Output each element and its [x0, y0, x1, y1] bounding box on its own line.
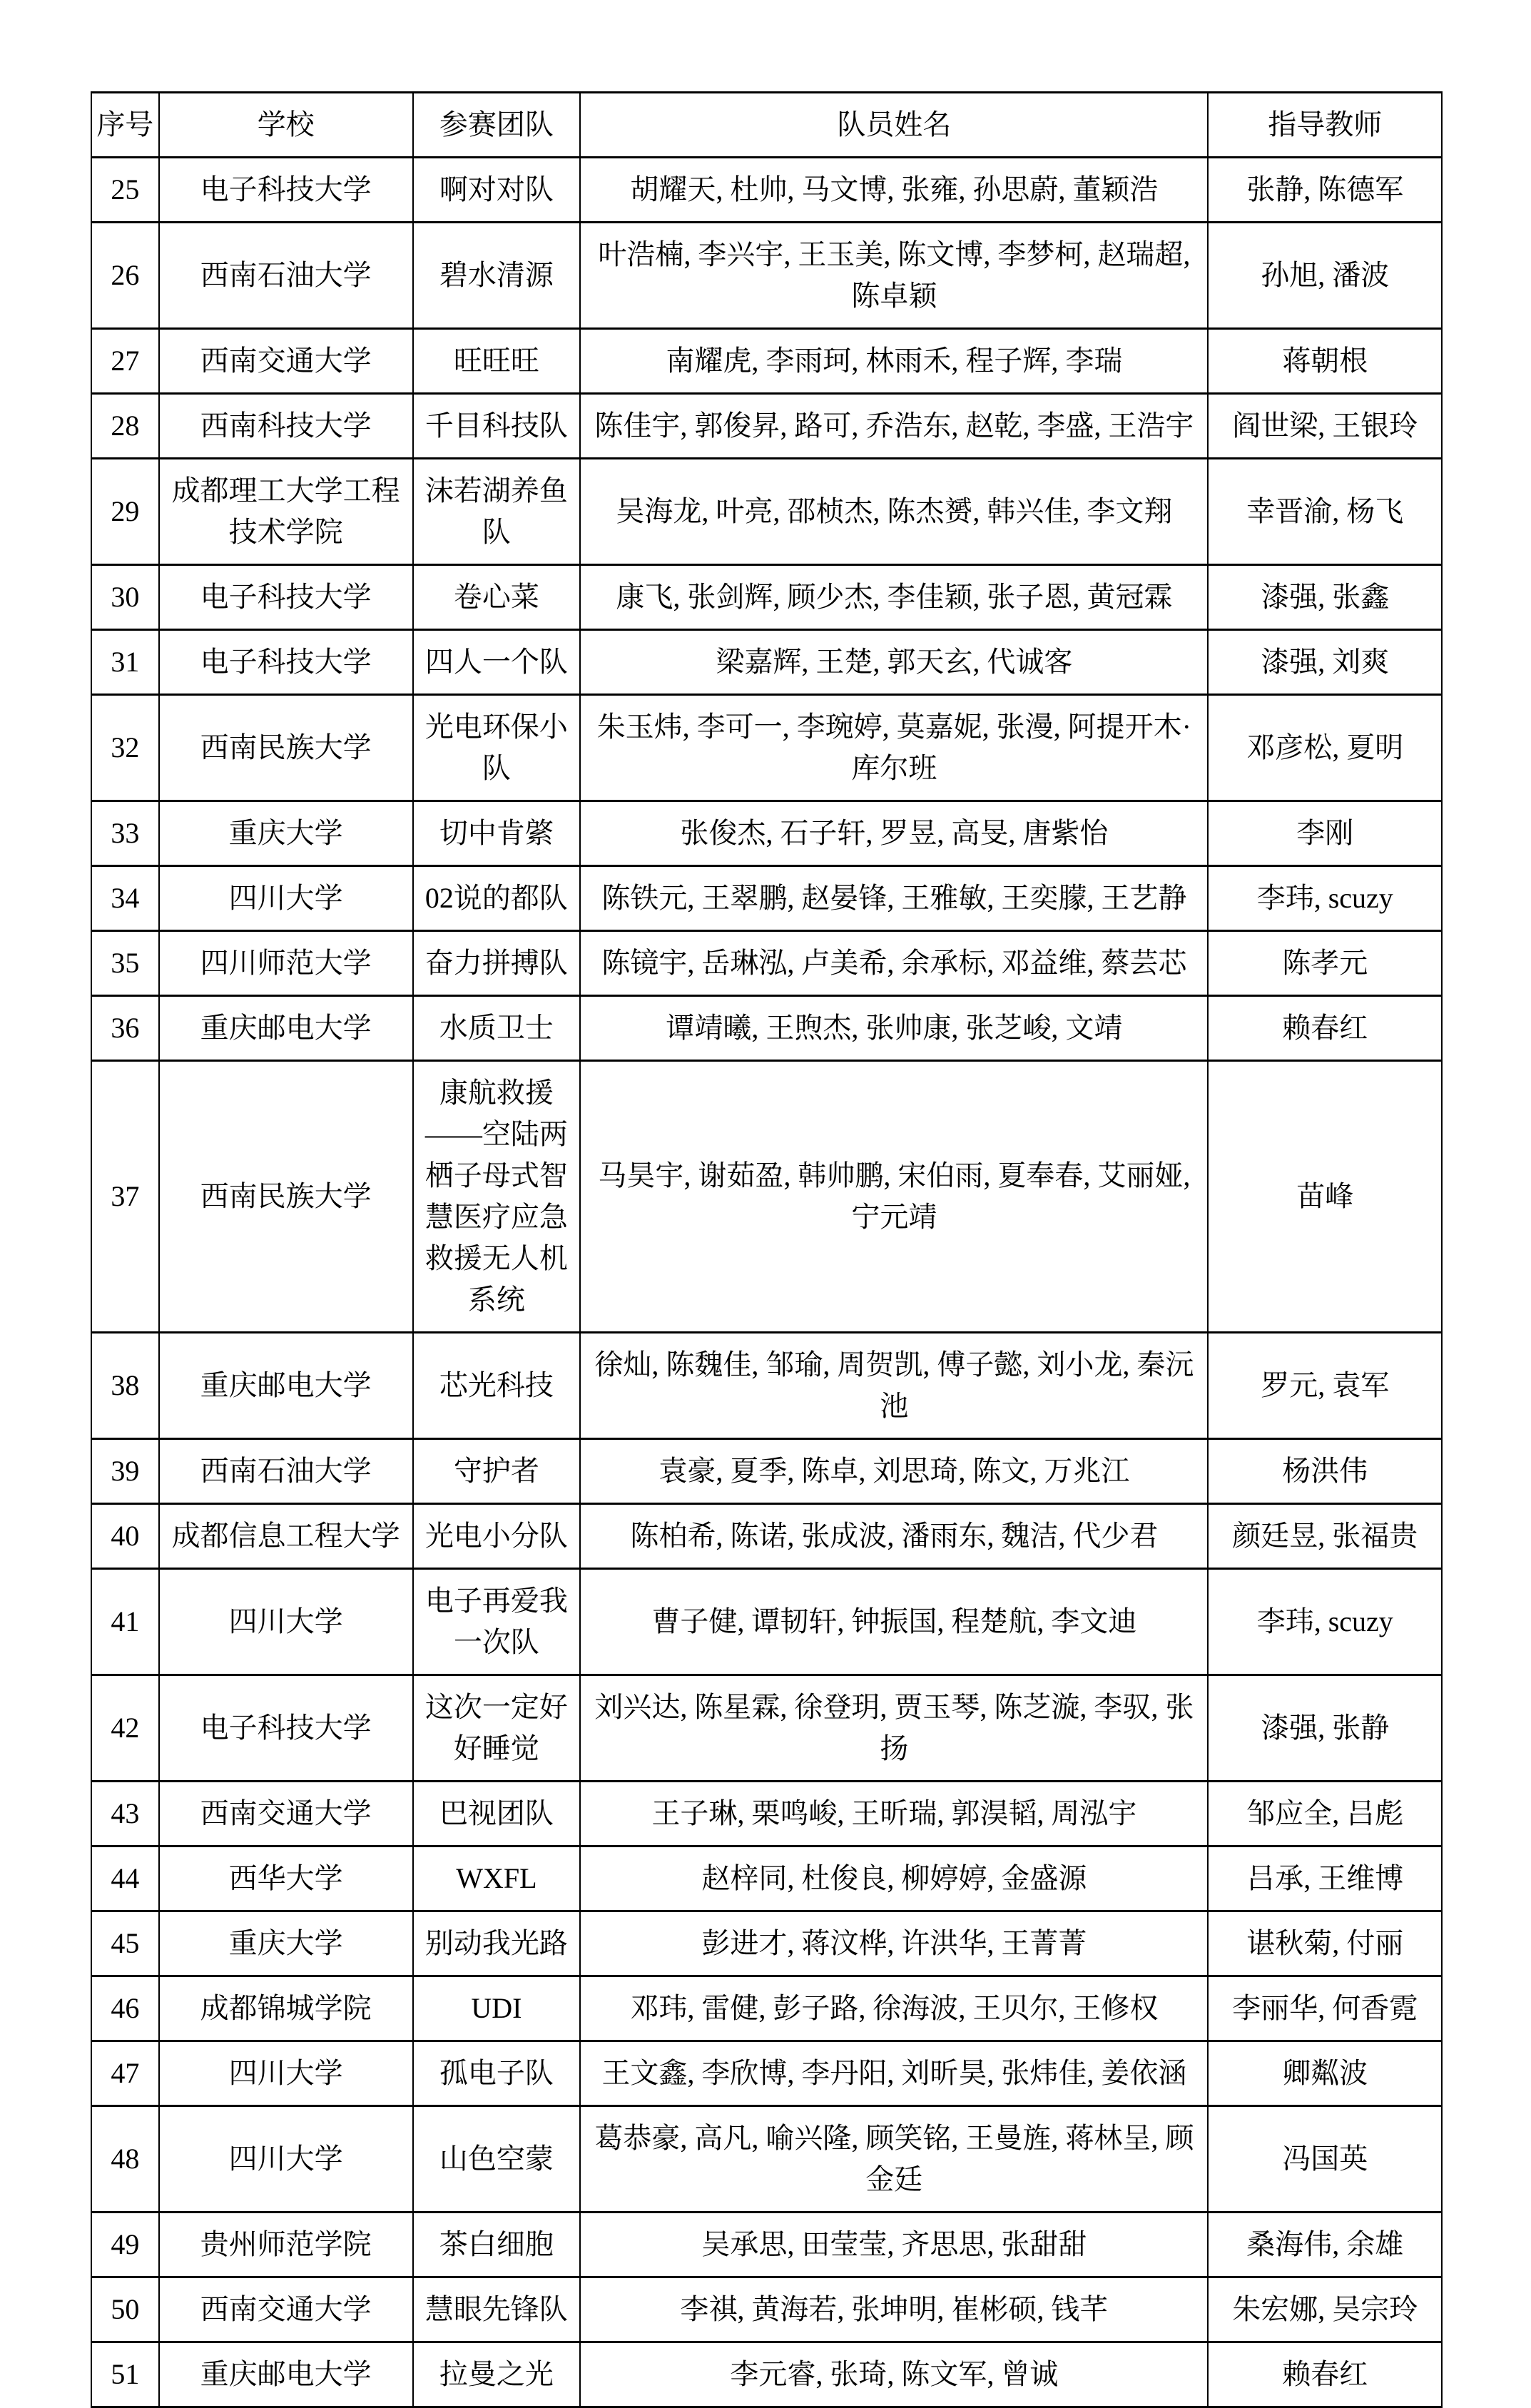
cell-teachers: 邓彦松, 夏明 — [1208, 695, 1442, 801]
cell-members: 吴承思, 田莹莹, 齐思思, 张甜甜 — [580, 2213, 1208, 2277]
cell-team: 光电小分队 — [413, 1504, 581, 1569]
cell-members: 赵梓同, 杜俊良, 柳婷婷, 金盛源 — [580, 1846, 1208, 1911]
table-row — [91, 1846, 1442, 1911]
cell-no: 28 — [91, 394, 159, 459]
cell-no: 36 — [91, 996, 159, 1061]
cell-members: 谭靖曦, 王煦杰, 张帅康, 张芝峻, 文靖 — [580, 996, 1208, 1061]
cell-teachers: 吕承, 王维博 — [1208, 1846, 1442, 1911]
cell-team: 碧水清源 — [413, 223, 581, 329]
cell-team: 水质卫士 — [413, 996, 581, 1061]
cell-school: 四川大学 — [159, 2041, 413, 2106]
cell-members: 梁嘉辉, 王楚, 郭天玄, 代诚客 — [580, 630, 1208, 695]
cell-teachers: 桑海伟, 余雄 — [1208, 2213, 1442, 2277]
cell-no: 41 — [91, 1569, 159, 1675]
cell-teachers: 李丽华, 何香霓 — [1208, 1976, 1442, 2041]
table-row — [91, 1061, 1442, 1333]
cell-teachers: 苗峰 — [1208, 1061, 1442, 1333]
cell-members: 胡耀天, 杜帅, 马文博, 张雍, 孙思蔚, 董颖浩 — [580, 158, 1208, 223]
cell-members: 马昊宇, 谢茹盈, 韩帅鹏, 宋伯雨, 夏奉春, 艾丽娅, 宁元靖 — [580, 1061, 1208, 1333]
table-row — [91, 459, 1442, 565]
cell-no: 43 — [91, 1782, 159, 1846]
cell-no: 25 — [91, 158, 159, 223]
table-row — [91, 630, 1442, 695]
cell-school: 西南民族大学 — [159, 695, 413, 801]
cell-team: 沫若湖养鱼队 — [413, 459, 581, 565]
cell-members: 陈铁元, 王翠鹏, 赵晏锋, 王雅敏, 王奕朦, 王艺静 — [580, 866, 1208, 931]
cell-team: 别动我光路 — [413, 1911, 581, 1976]
cell-team: 这次一定好好睡觉 — [413, 1675, 581, 1782]
cell-no: 44 — [91, 1846, 159, 1911]
cell-no: 45 — [91, 1911, 159, 1976]
table-row — [91, 695, 1442, 801]
table-row — [91, 329, 1442, 394]
cell-members: 朱玉炜, 李可一, 李琬婷, 莫嘉妮, 张漫, 阿提开木·库尔班 — [580, 695, 1208, 801]
cell-school: 四川师范大学 — [159, 931, 413, 996]
cell-team: 慧眼先锋队 — [413, 2277, 581, 2342]
cell-team: 啊对对队 — [413, 158, 581, 223]
cell-teachers: 李玮, scuzy — [1208, 866, 1442, 931]
cell-school: 电子科技大学 — [159, 1675, 413, 1782]
cell-team: WXFL — [413, 1846, 581, 1911]
cell-teachers: 陈孝元 — [1208, 931, 1442, 996]
cell-no: 42 — [91, 1675, 159, 1782]
cell-school: 西南交通大学 — [159, 329, 413, 394]
cell-school: 西南石油大学 — [159, 1439, 413, 1504]
cell-team: UDI — [413, 1976, 581, 2041]
cell-teachers: 杨洪伟 — [1208, 1439, 1442, 1504]
cell-members: 葛恭豪, 高凡, 喻兴隆, 顾笑铭, 王曼旌, 蒋林呈, 顾金廷 — [580, 2106, 1208, 2213]
cell-teachers: 幸晋渝, 杨飞 — [1208, 459, 1442, 565]
cell-no: 49 — [91, 2213, 159, 2277]
cell-members: 王文鑫, 李欣博, 李丹阳, 刘昕昊, 张炜佳, 姜依涵 — [580, 2041, 1208, 2106]
cell-members: 李元睿, 张琦, 陈文军, 曾诚 — [580, 2342, 1208, 2407]
cell-team: 旺旺旺 — [413, 329, 581, 394]
cell-team: 切中肯綮 — [413, 801, 581, 866]
table-row — [91, 1439, 1442, 1504]
cell-no: 26 — [91, 223, 159, 329]
cell-no: 30 — [91, 565, 159, 630]
cell-no: 32 — [91, 695, 159, 801]
col-header-team: 参赛团队 — [413, 93, 581, 158]
table-row — [91, 931, 1442, 996]
cell-teachers: 孙旭, 潘波 — [1208, 223, 1442, 329]
col-header-no: 序号 — [91, 93, 159, 158]
table-row — [91, 2213, 1442, 2277]
cell-teachers: 谌秋菊, 付丽 — [1208, 1911, 1442, 1976]
cell-school: 重庆邮电大学 — [159, 996, 413, 1061]
col-header-school: 学校 — [159, 93, 413, 158]
col-header-members: 队员姓名 — [580, 93, 1208, 158]
cell-no: 27 — [91, 329, 159, 394]
cell-members: 叶浩楠, 李兴宇, 王玉美, 陈文博, 李梦柯, 赵瑞超, 陈卓颖 — [580, 223, 1208, 329]
table-row — [91, 1911, 1442, 1976]
table-row — [91, 2041, 1442, 2106]
cell-school: 电子科技大学 — [159, 158, 413, 223]
cell-members: 李祺, 黄海若, 张坤明, 崔彬硕, 钱芊 — [580, 2277, 1208, 2342]
cell-members: 张俊杰, 石子轩, 罗昱, 高旻, 唐紫怡 — [580, 801, 1208, 866]
cell-team: 茶白细胞 — [413, 2213, 581, 2277]
table-row — [91, 2277, 1442, 2342]
cell-teachers: 李刚 — [1208, 801, 1442, 866]
cell-teachers: 邹应全, 吕彪 — [1208, 1782, 1442, 1846]
cell-no: 46 — [91, 1976, 159, 2041]
cell-team: 02说的都队 — [413, 866, 581, 931]
cell-members: 彭进才, 蒋汶桦, 许洪华, 王菁菁 — [580, 1911, 1208, 1976]
cell-teachers: 赖春红 — [1208, 2342, 1442, 2407]
cell-school: 四川大学 — [159, 1569, 413, 1675]
cell-teachers: 阎世梁, 王银玲 — [1208, 394, 1442, 459]
cell-teachers: 李玮, scuzy — [1208, 1569, 1442, 1675]
cell-team: 四人一个队 — [413, 630, 581, 695]
col-header-teachers: 指导教师 — [1208, 93, 1442, 158]
cell-no: 48 — [91, 2106, 159, 2213]
cell-school: 西南石油大学 — [159, 223, 413, 329]
cell-teachers: 罗元, 袁军 — [1208, 1333, 1442, 1439]
cell-teachers: 漆强, 张鑫 — [1208, 565, 1442, 630]
table-row — [91, 1976, 1442, 2041]
cell-school: 西南民族大学 — [159, 1061, 413, 1333]
roster-table-body — [91, 158, 1442, 2407]
cell-no: 29 — [91, 459, 159, 565]
cell-no: 50 — [91, 2277, 159, 2342]
cell-school: 四川大学 — [159, 866, 413, 931]
table-row — [91, 394, 1442, 459]
table-row — [91, 1569, 1442, 1675]
cell-no: 37 — [91, 1061, 159, 1333]
cell-members: 王子琳, 栗鸣峻, 王昕瑞, 郭淏韬, 周泓宇 — [580, 1782, 1208, 1846]
cell-team: 拉曼之光 — [413, 2342, 581, 2407]
cell-team: 奋力拼搏队 — [413, 931, 581, 996]
cell-school: 西南交通大学 — [159, 1782, 413, 1846]
cell-team: 康航救援——空陆两栖子母式智慧医疗应急救援无人机系统 — [413, 1061, 581, 1333]
cell-teachers: 漆强, 张静 — [1208, 1675, 1442, 1782]
table-row — [91, 158, 1442, 223]
table-row — [91, 801, 1442, 866]
table-row — [91, 1782, 1442, 1846]
cell-teachers: 漆强, 刘爽 — [1208, 630, 1442, 695]
cell-team: 千目科技队 — [413, 394, 581, 459]
cell-no: 34 — [91, 866, 159, 931]
cell-members: 刘兴达, 陈星霖, 徐登玥, 贾玉琴, 陈芝漩, 李驭, 张扬 — [580, 1675, 1208, 1782]
cell-school: 贵州师范学院 — [159, 2213, 413, 2277]
cell-school: 西华大学 — [159, 1846, 413, 1911]
cell-members: 陈佳宇, 郭俊昇, 路可, 乔浩东, 赵乾, 李盛, 王浩宇 — [580, 394, 1208, 459]
cell-school: 西南科技大学 — [159, 394, 413, 459]
cell-school: 电子科技大学 — [159, 630, 413, 695]
cell-members: 吴海龙, 叶亮, 邵桢杰, 陈杰赟, 韩兴佳, 李文翔 — [580, 459, 1208, 565]
table-row — [91, 1675, 1442, 1782]
cell-teachers: 蒋朝根 — [1208, 329, 1442, 394]
cell-members: 曹子健, 谭韧轩, 钟振国, 程楚航, 李文迪 — [580, 1569, 1208, 1675]
cell-no: 31 — [91, 630, 159, 695]
cell-teachers: 朱宏娜, 吴宗玲 — [1208, 2277, 1442, 2342]
cell-team: 电子再爱我一次队 — [413, 1569, 581, 1675]
cell-no: 33 — [91, 801, 159, 866]
table-header-row — [91, 93, 1442, 158]
team-roster-table — [91, 91, 1443, 2408]
cell-team: 孤电子队 — [413, 2041, 581, 2106]
cell-team: 守护者 — [413, 1439, 581, 1504]
cell-members: 徐灿, 陈魏佳, 邹瑜, 周贺凯, 傅子懿, 刘小龙, 秦沅池 — [580, 1333, 1208, 1439]
table-row — [91, 565, 1442, 630]
cell-school: 重庆邮电大学 — [159, 1333, 413, 1439]
cell-no: 35 — [91, 931, 159, 996]
table-row — [91, 1504, 1442, 1569]
cell-school: 四川大学 — [159, 2106, 413, 2213]
cell-members: 陈柏希, 陈诺, 张成波, 潘雨东, 魏洁, 代少君 — [580, 1504, 1208, 1569]
cell-members: 袁豪, 夏季, 陈卓, 刘思琦, 陈文, 万兆江 — [580, 1439, 1208, 1504]
cell-no: 47 — [91, 2041, 159, 2106]
table-row — [91, 2342, 1442, 2407]
cell-team: 芯光科技 — [413, 1333, 581, 1439]
cell-school: 重庆大学 — [159, 1911, 413, 1976]
table-row — [91, 2106, 1442, 2213]
cell-school: 电子科技大学 — [159, 565, 413, 630]
table-row — [91, 223, 1442, 329]
cell-teachers: 赖春红 — [1208, 996, 1442, 1061]
table-row — [91, 996, 1442, 1061]
cell-teachers: 张静, 陈德军 — [1208, 158, 1442, 223]
cell-members: 邓玮, 雷健, 彭子路, 徐海波, 王贝尔, 王修权 — [580, 1976, 1208, 2041]
cell-teachers: 卿粼波 — [1208, 2041, 1442, 2106]
cell-school: 重庆邮电大学 — [159, 2342, 413, 2407]
cell-team: 巴视团队 — [413, 1782, 581, 1846]
cell-members: 康飞, 张剑辉, 顾少杰, 李佳颖, 张子恩, 黄冠霖 — [580, 565, 1208, 630]
cell-teachers: 冯国英 — [1208, 2106, 1442, 2213]
cell-school: 重庆大学 — [159, 801, 413, 866]
cell-no: 40 — [91, 1504, 159, 1569]
cell-team: 卷心菜 — [413, 565, 581, 630]
table-row — [91, 1333, 1442, 1439]
cell-no: 39 — [91, 1439, 159, 1504]
cell-school: 成都理工大学工程技术学院 — [159, 459, 413, 565]
cell-team: 山色空蒙 — [413, 2106, 581, 2213]
cell-no: 51 — [91, 2342, 159, 2407]
cell-no: 38 — [91, 1333, 159, 1439]
cell-team: 光电环保小队 — [413, 695, 581, 801]
cell-school: 成都信息工程大学 — [159, 1504, 413, 1569]
cell-school: 成都锦城学院 — [159, 1976, 413, 2041]
cell-members: 南耀虎, 李雨珂, 林雨禾, 程子辉, 李瑞 — [580, 329, 1208, 394]
cell-school: 西南交通大学 — [159, 2277, 413, 2342]
table-row — [91, 866, 1442, 931]
cell-teachers: 颜廷昱, 张福贵 — [1208, 1504, 1442, 1569]
cell-members: 陈镜宇, 岳琳泓, 卢美希, 余承标, 邓益维, 蔡芸芯 — [580, 931, 1208, 996]
